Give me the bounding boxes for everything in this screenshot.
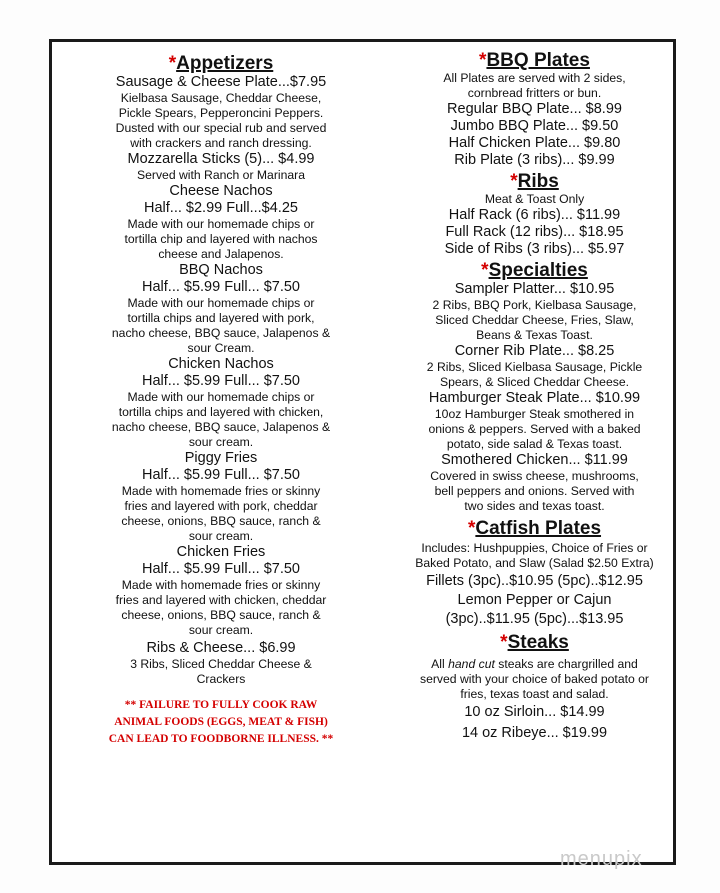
left-column — [48, 53, 394, 748]
section-description: Baked Potato, and Slaw (Salad $2.50 Extra) — [415, 556, 654, 570]
desc-text: steaks are chargrilled and — [494, 657, 638, 671]
section-description: fries, texas toast and salad. — [460, 687, 609, 701]
heading-text: Ribs — [517, 171, 559, 192]
menu-item: Corner Rib Plate... $8.25 — [454, 343, 615, 359]
item-description: 10oz Hamburger Steak smothered in — [434, 407, 635, 421]
heading-star: * — [510, 171, 518, 192]
menu-item-price: Half... $5.99 Full... $7.50 — [142, 467, 300, 483]
menu-item: 14 oz Ribeye... $19.99 — [461, 725, 608, 741]
food-safety-warning — [48, 697, 394, 748]
menu-item: Side of Ribs (3 ribs)... $5.97 — [444, 241, 625, 257]
menu-item-name: Lemon Pepper or Cajun — [457, 592, 612, 608]
menu-item-price: Half... $5.99 Full... $7.50 — [142, 279, 300, 295]
item-description: fries and layered with chicken, cheddar — [115, 593, 327, 607]
menu-item-price: Half... $5.99 Full... $7.50 — [142, 561, 300, 577]
section-description — [372, 657, 697, 672]
menu-item-name: Cheese Nachos — [169, 183, 273, 199]
warning-line: ANIMAL FOODS (EGGS, MEAT & FISH) — [114, 716, 328, 728]
heading-star: * — [481, 260, 489, 281]
item-description: cheese, onions, BBQ sauce, ranch & — [121, 514, 321, 528]
heading-text: Steaks — [507, 632, 569, 653]
item-description: Kielbasa Sausage, Cheddar Cheese, — [120, 91, 322, 105]
item-description: sour Cream. — [187, 341, 255, 355]
menu-item: 10 oz Sirloin... $14.99 — [464, 704, 605, 720]
menu-item-name: Chicken Nachos — [168, 356, 274, 372]
menu-item: Fillets (3pc)..$10.95 (5pc)..$12.95 — [426, 573, 643, 589]
desc-text: All — [431, 657, 449, 671]
menu-item: Full Rack (12 ribs)... $18.95 — [445, 224, 624, 240]
heading-star: * — [467, 518, 476, 539]
catfish-heading — [372, 518, 697, 539]
item-description: sour cream. — [188, 623, 254, 637]
bbq-plates-heading — [372, 50, 697, 71]
item-description: nacho cheese, BBQ sauce, Jalapenos & — [111, 420, 331, 434]
item-description: 2 Ribs, BBQ Pork, Kielbasa Sausage, — [432, 298, 637, 312]
menu-item-name: BBQ Nachos — [179, 262, 263, 278]
heading-text: Specialties — [488, 260, 588, 281]
item-description: Made with homemade fries or skinny — [121, 578, 321, 592]
item-description: 2 Ribs, Sliced Kielbasa Sausage, Pickle — [426, 360, 643, 374]
item-description: Covered in swiss cheese, mushrooms, — [430, 469, 639, 483]
menu-item-price: Half... $2.99 Full...$4.25 — [144, 200, 298, 216]
menu-item: Jumbo BBQ Plate... $9.50 — [450, 118, 619, 134]
heading-star: * — [500, 632, 508, 653]
item-description: cheese and Jalapenos. — [158, 247, 284, 261]
item-description: Made with our homemade chips or — [127, 390, 315, 404]
menu-item-name: Chicken Fries — [176, 544, 266, 560]
item-description: tortilla chips and layered with pork, — [127, 311, 315, 325]
menu-item: Hamburger Steak Plate... $10.99 — [428, 390, 641, 406]
section-description: Meat & Toast Only — [484, 192, 585, 206]
heading-star: * — [168, 53, 177, 74]
item-description: Crackers — [196, 672, 246, 686]
appetizers-heading — [48, 53, 394, 74]
heading-text: BBQ Plates — [486, 50, 590, 71]
item-description: Beans & Texas Toast. — [476, 328, 593, 342]
item-description: fries and layered with pork, cheddar — [124, 499, 318, 513]
warning-line: ** FAILURE TO FULLY COOK RAW — [124, 699, 318, 711]
item-description: Sliced Cheddar Cheese, Fries, Slaw, — [435, 313, 634, 327]
menu-item: Half Rack (6 ribs)... $11.99 — [448, 207, 621, 223]
section-description: served with your choice of baked potato or — [420, 672, 649, 686]
menu-item: Sausage & Cheese Plate...$7.95 — [115, 74, 327, 90]
item-description: sour cream. — [188, 435, 254, 449]
item-description: Spears, & Sliced Cheddar Cheese. — [439, 375, 629, 389]
menu-item: Half Chicken Plate... $9.80 — [448, 135, 621, 151]
menu-item: Ribs & Cheese... $6.99 — [146, 640, 296, 656]
item-description: Dusted with our special rub and served — [115, 121, 327, 135]
item-description: Served with Ranch or Marinara — [137, 168, 305, 182]
item-description: onions & peppers. Served with a baked — [428, 422, 641, 436]
section-description: cornbread fritters or bun. — [467, 86, 602, 100]
menu-item-price: (3pc)..$11.95 (5pc)...$13.95 — [445, 611, 624, 627]
item-description: potato, side salad & Texas toast. — [446, 437, 623, 451]
heading-text: Appetizers — [176, 53, 274, 74]
menu-item: Smothered Chicken... $11.99 — [441, 452, 628, 468]
right-column — [372, 50, 697, 742]
menu-item-price: Half... $5.99 Full... $7.50 — [142, 373, 300, 389]
desc-italic-text: hand cut — [448, 657, 495, 671]
item-description: Pickle Spears, Pepperoncini Peppers. — [118, 106, 324, 120]
heading-star: * — [479, 50, 487, 71]
menu-item: Regular BBQ Plate... $8.99 — [447, 101, 622, 117]
item-description: Made with our homemade chips or — [127, 296, 315, 310]
ribs-heading — [372, 171, 697, 192]
menu-item-name: Piggy Fries — [184, 450, 258, 466]
item-description: sour cream. — [188, 529, 254, 543]
warning-line: CAN LEAD TO FOODBORNE ILLNESS. ** — [108, 733, 334, 745]
steaks-heading — [372, 632, 697, 653]
menupix-watermark: menupix — [560, 848, 643, 870]
menu-item: Sampler Platter... $10.95 — [454, 281, 615, 297]
item-description: two sides and texas toast. — [464, 499, 605, 513]
item-description: cheese, onions, BBQ sauce, ranch & — [121, 608, 321, 622]
menu-item: Rib Plate (3 ribs)... $9.99 — [454, 152, 615, 168]
item-description: bell peppers and onions. Served with — [434, 484, 635, 498]
section-description: All Plates are served with 2 sides, — [443, 71, 626, 85]
item-description: tortilla chip and layered with nachos — [124, 232, 318, 246]
item-description: Made with our homemade chips or — [127, 217, 315, 231]
item-description: tortilla chips and layered with chicken, — [118, 405, 324, 419]
item-description: nacho cheese, BBQ sauce, Jalapenos & — [111, 326, 331, 340]
section-description: Includes: Hushpuppies, Choice of Fries or — [421, 541, 648, 555]
specialties-heading — [372, 260, 697, 281]
item-description: with crackers and ranch dressing. — [130, 136, 312, 150]
menu-item: Mozzarella Sticks (5)... $4.99 — [127, 151, 315, 167]
item-description: Made with homemade fries or skinny — [121, 484, 321, 498]
heading-text: Catfish Plates — [475, 518, 602, 539]
item-description: 3 Ribs, Sliced Cheddar Cheese & — [130, 657, 312, 671]
